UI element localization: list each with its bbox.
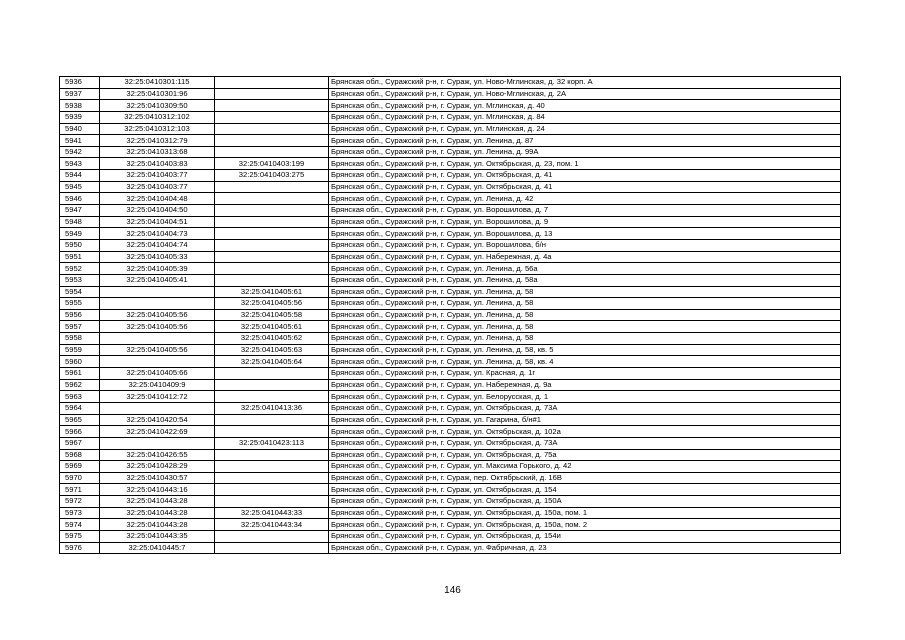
cadastral-number-cell: 32:25:0410404:51 (100, 216, 215, 228)
address-cell: Брянская обл., Суражский р-н, г. Сураж, ул. Ленина, д. 58, кв. 4 (329, 356, 841, 368)
address-cell: Брянская обл., Суражский р-н, г. Сураж, ул. Ворошилова, б/н (329, 239, 841, 251)
cadastral-number-cell: 32:25:0410420:54 (100, 414, 215, 426)
cadastral-number-cell: 32:25:0410426:55 (100, 449, 215, 461)
row-number-cell: 5948 (60, 216, 100, 228)
table-row (60, 507, 841, 519)
address-cell: Брянская обл., Суражский р-н, г. Сураж, ул. Ворошилова, д. 7 (329, 205, 841, 217)
cadastral-number-cell: 32:25:0410443:28 (100, 496, 215, 508)
address-cell: Брянская обл., Суражский р-н, г. Сураж, ул. Ленина, д. 58 (329, 309, 841, 321)
row-number-cell: 5939 (60, 111, 100, 123)
cadastral-number-cell: 32:25:0410430:57 (100, 472, 215, 484)
related-cadastral-number-cell: 32:25:0410405:56 (215, 298, 329, 310)
related-cadastral-number-cell: 32:25:0410405:64 (215, 356, 329, 368)
table-row (60, 309, 841, 321)
cadastral-number-cell: 32:25:0410445:7 (100, 542, 215, 554)
address-cell: Брянская обл., Суражский р-н, г. Сураж, ул. Октябрьская, д. 150а, пом. 1 (329, 507, 841, 519)
table-row (60, 379, 841, 391)
cadastral-number-cell (100, 402, 215, 414)
related-cadastral-number-cell (215, 181, 329, 193)
related-cadastral-number-cell (215, 123, 329, 135)
row-number-cell: 5976 (60, 542, 100, 554)
related-cadastral-number-cell: 32:25:0410405:61 (215, 286, 329, 298)
address-cell: Брянская обл., Суражский р-н, г. Сураж, ул. Гагарина, б/н#1 (329, 414, 841, 426)
row-number-cell: 5950 (60, 239, 100, 251)
cadastral-number-cell: 32:25:0410404:74 (100, 239, 215, 251)
address-cell: Брянская обл., Суражский р-н, г. Сураж, ул. Октябрьская, д. 154и (329, 530, 841, 542)
related-cadastral-number-cell (215, 368, 329, 380)
cadastral-number-cell: 32:25:0410405:56 (100, 344, 215, 356)
table-row (60, 205, 841, 217)
table-row (60, 368, 841, 380)
row-number-cell: 5971 (60, 484, 100, 496)
table-row (60, 391, 841, 403)
address-cell: Брянская обл., Суражский р-н, г. Сураж, ул. Набережная, д. 4а (329, 251, 841, 263)
table-row (60, 449, 841, 461)
cadastral-number-cell: 32:25:0410405:56 (100, 309, 215, 321)
related-cadastral-number-cell (215, 228, 329, 240)
table-row (60, 496, 841, 508)
address-cell: Брянская обл., Суражский р-н, г. Сураж, ул. Ворошилова, д. 13 (329, 228, 841, 240)
cadastral-number-cell (100, 286, 215, 298)
cadastral-number-cell: 32:25:0410443:16 (100, 484, 215, 496)
table-row (60, 100, 841, 112)
row-number-cell: 5958 (60, 333, 100, 345)
cadastral-number-cell: 32:25:0410403:77 (100, 170, 215, 182)
table-row (60, 88, 841, 100)
row-number-cell: 5969 (60, 461, 100, 473)
cadastral-number-cell (100, 437, 215, 449)
related-cadastral-number-cell: 32:25:0410443:33 (215, 507, 329, 519)
cadastral-number-cell: 32:25:0410312:79 (100, 135, 215, 147)
related-cadastral-number-cell (215, 239, 329, 251)
cadastral-number-cell: 32:25:0410313:68 (100, 146, 215, 158)
address-cell: Брянская обл., Суражский р-н, г. Сураж, ул. Ленина, д. 58 (329, 333, 841, 345)
cadastral-number-cell (100, 333, 215, 345)
row-number-cell: 5962 (60, 379, 100, 391)
table-row (60, 484, 841, 496)
table-row (60, 461, 841, 473)
row-number-cell: 5966 (60, 426, 100, 438)
related-cadastral-number-cell (215, 274, 329, 286)
row-number-cell: 5953 (60, 274, 100, 286)
cadastral-number-cell: 32:25:0410405:39 (100, 263, 215, 275)
row-number-cell: 5938 (60, 100, 100, 112)
table-row (60, 426, 841, 438)
row-number-cell: 5975 (60, 530, 100, 542)
address-cell: Брянская обл., Суражский р-н, г. Сураж, ул. Белорусская, д. 1 (329, 391, 841, 403)
cadastral-number-cell: 32:25:0410403:83 (100, 158, 215, 170)
row-number-cell: 5967 (60, 437, 100, 449)
table-row (60, 111, 841, 123)
row-number-cell: 5947 (60, 205, 100, 217)
related-cadastral-number-cell: 32:25:0410413:36 (215, 402, 329, 414)
related-cadastral-number-cell (215, 496, 329, 508)
address-cell: Брянская обл., Суражский р-н, г. Сураж, ул. Октябрьская, д. 73А (329, 437, 841, 449)
page-number: 146 (444, 585, 461, 596)
related-cadastral-number-cell (215, 484, 329, 496)
row-number-cell: 5941 (60, 135, 100, 147)
address-cell: Брянская обл., Суражский р-н, г. Сураж, ул. Ворошилова, д. 9 (329, 216, 841, 228)
related-cadastral-number-cell: 32:25:0410405:62 (215, 333, 329, 345)
table-row (60, 251, 841, 263)
table-row (60, 298, 841, 310)
row-number-cell: 5974 (60, 519, 100, 531)
table-row (60, 321, 841, 333)
table-row (60, 402, 841, 414)
related-cadastral-number-cell (215, 205, 329, 217)
address-cell: Брянская обл., Суражский р-н, г. Сураж, ул. Ленина, д. 58 (329, 286, 841, 298)
cadastral-number-cell: 32:25:0410301:96 (100, 88, 215, 100)
address-cell: Брянская обл., Суражский р-н, г. Сураж, ул. Октябрьская, д. 41 (329, 170, 841, 182)
address-cell: Брянская обл., Суражский р-н, г. Сураж, ул. Октябрьская, д. 150а, пом. 2 (329, 519, 841, 531)
related-cadastral-number-cell (215, 530, 329, 542)
row-number-cell: 5952 (60, 263, 100, 275)
row-number-cell: 5963 (60, 391, 100, 403)
cadastral-number-cell: 32:25:0410443:28 (100, 519, 215, 531)
address-cell: Брянская обл., Суражский р-н, г. Сураж, ул. Октябрьская, д. 73А (329, 402, 841, 414)
cadastral-number-cell: 32:25:0410422:69 (100, 426, 215, 438)
row-number-cell: 5946 (60, 193, 100, 205)
row-number-cell: 5949 (60, 228, 100, 240)
cadastral-number-cell: 32:25:0410412:72 (100, 391, 215, 403)
related-cadastral-number-cell: 32:25:0410405:58 (215, 309, 329, 321)
address-cell: Брянская обл., Суражский р-н, г. Сураж, ул. Красная, д. 1г (329, 368, 841, 380)
table-row (60, 519, 841, 531)
related-cadastral-number-cell (215, 146, 329, 158)
table-row (60, 472, 841, 484)
address-cell: Брянская обл., Суражский р-н, г. Сураж, ул. Октябрьская, д. 150А (329, 496, 841, 508)
address-cell: Брянская обл., Суражский р-н, г. Сураж, ул. Ново-Мглинская, д. 32 корп. А (329, 77, 841, 89)
cadastral-number-cell: 32:25:0410443:28 (100, 507, 215, 519)
related-cadastral-number-cell: 32:25:0410405:63 (215, 344, 329, 356)
related-cadastral-number-cell (215, 135, 329, 147)
table-row (60, 437, 841, 449)
address-cell: Брянская обл., Суражский р-н, г. Сураж, ул. Мглинская, д. 84 (329, 111, 841, 123)
table-row (60, 286, 841, 298)
address-cell: Брянская обл., Суражский р-н, г. Сураж, ул. Октябрьская, д. 75а (329, 449, 841, 461)
address-cell: Брянская обл., Суражский р-н, г. Сураж, ул. Набережная, д. 9а (329, 379, 841, 391)
row-number-cell: 5972 (60, 496, 100, 508)
registry-table (59, 76, 841, 554)
table-row (60, 146, 841, 158)
related-cadastral-number-cell (215, 100, 329, 112)
table-row (60, 263, 841, 275)
cadastral-number-cell: 32:25:0410312:103 (100, 123, 215, 135)
row-number-cell: 5954 (60, 286, 100, 298)
row-number-cell: 5965 (60, 414, 100, 426)
row-number-cell: 5959 (60, 344, 100, 356)
table-row (60, 333, 841, 345)
cadastral-number-cell: 32:25:0410405:66 (100, 368, 215, 380)
related-cadastral-number-cell (215, 414, 329, 426)
address-cell: Брянская обл., Суражский р-н, г. Сураж, ул. Октябрьская, д. 102а (329, 426, 841, 438)
row-number-cell: 5955 (60, 298, 100, 310)
row-number-cell: 5970 (60, 472, 100, 484)
address-cell: Брянская обл., Суражский р-н, г. Сураж, пер. Октябрьский, д. 16В (329, 472, 841, 484)
table-row (60, 135, 841, 147)
related-cadastral-number-cell (215, 216, 329, 228)
table-row (60, 239, 841, 251)
related-cadastral-number-cell (215, 449, 329, 461)
related-cadastral-number-cell (215, 542, 329, 554)
address-cell: Брянская обл., Суражский р-н, г. Сураж, ул. Ленина, д. 56а (329, 263, 841, 275)
row-number-cell: 5973 (60, 507, 100, 519)
table-row (60, 228, 841, 240)
cadastral-number-cell: 32:25:0410409:9 (100, 379, 215, 391)
table-row (60, 414, 841, 426)
related-cadastral-number-cell (215, 193, 329, 205)
cadastral-number-cell (100, 298, 215, 310)
address-cell: Брянская обл., Суражский р-н, г. Сураж, ул. Ленина, д. 58 (329, 298, 841, 310)
cadastral-number-cell: 32:25:0410404:48 (100, 193, 215, 205)
related-cadastral-number-cell: 32:25:0410403:199 (215, 158, 329, 170)
cadastral-number-cell: 32:25:0410443:35 (100, 530, 215, 542)
cadastral-number-cell: 32:25:0410405:41 (100, 274, 215, 286)
address-cell: Брянская обл., Суражский р-н, г. Сураж, ул. Ленина, д. 87 (329, 135, 841, 147)
address-cell: Брянская обл., Суражский р-н, г. Сураж, ул. Фабричная, д. 23 (329, 542, 841, 554)
related-cadastral-number-cell: 32:25:0410405:61 (215, 321, 329, 333)
address-cell: Брянская обл., Суражский р-н, г. Сураж, ул. Октябрьская, д. 41 (329, 181, 841, 193)
address-cell: Брянская обл., Суражский р-н, г. Сураж, ул. Максима Горького, д. 42 (329, 461, 841, 473)
address-cell: Брянская обл., Суражский р-н, г. Сураж, ул. Ленина, д. 42 (329, 193, 841, 205)
row-number-cell: 5942 (60, 146, 100, 158)
cadastral-number-cell (100, 356, 215, 368)
related-cadastral-number-cell (215, 111, 329, 123)
related-cadastral-number-cell (215, 88, 329, 100)
row-number-cell: 5956 (60, 309, 100, 321)
table-row (60, 216, 841, 228)
row-number-cell: 5960 (60, 356, 100, 368)
row-number-cell: 5936 (60, 77, 100, 89)
related-cadastral-number-cell (215, 391, 329, 403)
address-cell: Брянская обл., Суражский р-н, г. Сураж, ул. Октябрьская, д. 23, пом. 1 (329, 158, 841, 170)
cadastral-number-cell: 32:25:0410309:50 (100, 100, 215, 112)
table-row (60, 356, 841, 368)
related-cadastral-number-cell (215, 426, 329, 438)
address-cell: Брянская обл., Суражский р-н, г. Сураж, ул. Ленина, д. 99А (329, 146, 841, 158)
related-cadastral-number-cell (215, 251, 329, 263)
table-row (60, 344, 841, 356)
related-cadastral-number-cell: 32:25:0410423:113 (215, 437, 329, 449)
row-number-cell: 5961 (60, 368, 100, 380)
address-cell: Брянская обл., Суражский р-н, г. Сураж, ул. Мглинская, д. 40 (329, 100, 841, 112)
table-row (60, 77, 841, 89)
table-row (60, 181, 841, 193)
registry-table-body (60, 77, 841, 554)
cadastral-number-cell: 32:25:0410301:115 (100, 77, 215, 89)
table-row (60, 123, 841, 135)
row-number-cell: 5944 (60, 170, 100, 182)
row-number-cell: 5968 (60, 449, 100, 461)
address-cell: Брянская обл., Суражский р-н, г. Сураж, ул. Ново-Мглинская, д. 2А (329, 88, 841, 100)
cadastral-number-cell: 32:25:0410404:50 (100, 205, 215, 217)
row-number-cell: 5937 (60, 88, 100, 100)
related-cadastral-number-cell (215, 263, 329, 275)
row-number-cell: 5951 (60, 251, 100, 263)
table-row (60, 530, 841, 542)
table-row (60, 542, 841, 554)
table-row (60, 274, 841, 286)
cadastral-number-cell: 32:25:0410404:73 (100, 228, 215, 240)
cadastral-number-cell: 32:25:0410428:29 (100, 461, 215, 473)
table-row (60, 158, 841, 170)
related-cadastral-number-cell: 32:25:0410403:275 (215, 170, 329, 182)
row-number-cell: 5943 (60, 158, 100, 170)
row-number-cell: 5940 (60, 123, 100, 135)
row-number-cell: 5957 (60, 321, 100, 333)
address-cell: Брянская обл., Суражский р-н, г. Сураж, ул. Ленина, д. 58а (329, 274, 841, 286)
table-row (60, 193, 841, 205)
address-cell: Брянская обл., Суражский р-н, г. Сураж, ул. Мглинская, д. 24 (329, 123, 841, 135)
related-cadastral-number-cell (215, 472, 329, 484)
cadastral-number-cell: 32:25:0410403:77 (100, 181, 215, 193)
address-cell: Брянская обл., Суражский р-н, г. Сураж, ул. Ленина, д. 58, кв. 5 (329, 344, 841, 356)
address-cell: Брянская обл., Суражский р-н, г. Сураж, ул. Ленина, д. 58 (329, 321, 841, 333)
row-number-cell: 5945 (60, 181, 100, 193)
cadastral-number-cell: 32:25:0410312:102 (100, 111, 215, 123)
address-cell: Брянская обл., Суражский р-н, г. Сураж, ул. Октябрьская, д. 154 (329, 484, 841, 496)
related-cadastral-number-cell (215, 461, 329, 473)
related-cadastral-number-cell (215, 379, 329, 391)
row-number-cell: 5964 (60, 402, 100, 414)
related-cadastral-number-cell (215, 77, 329, 89)
cadastral-number-cell: 32:25:0410405:33 (100, 251, 215, 263)
cadastral-number-cell: 32:25:0410405:56 (100, 321, 215, 333)
table-row (60, 170, 841, 182)
related-cadastral-number-cell: 32:25:0410443:34 (215, 519, 329, 531)
